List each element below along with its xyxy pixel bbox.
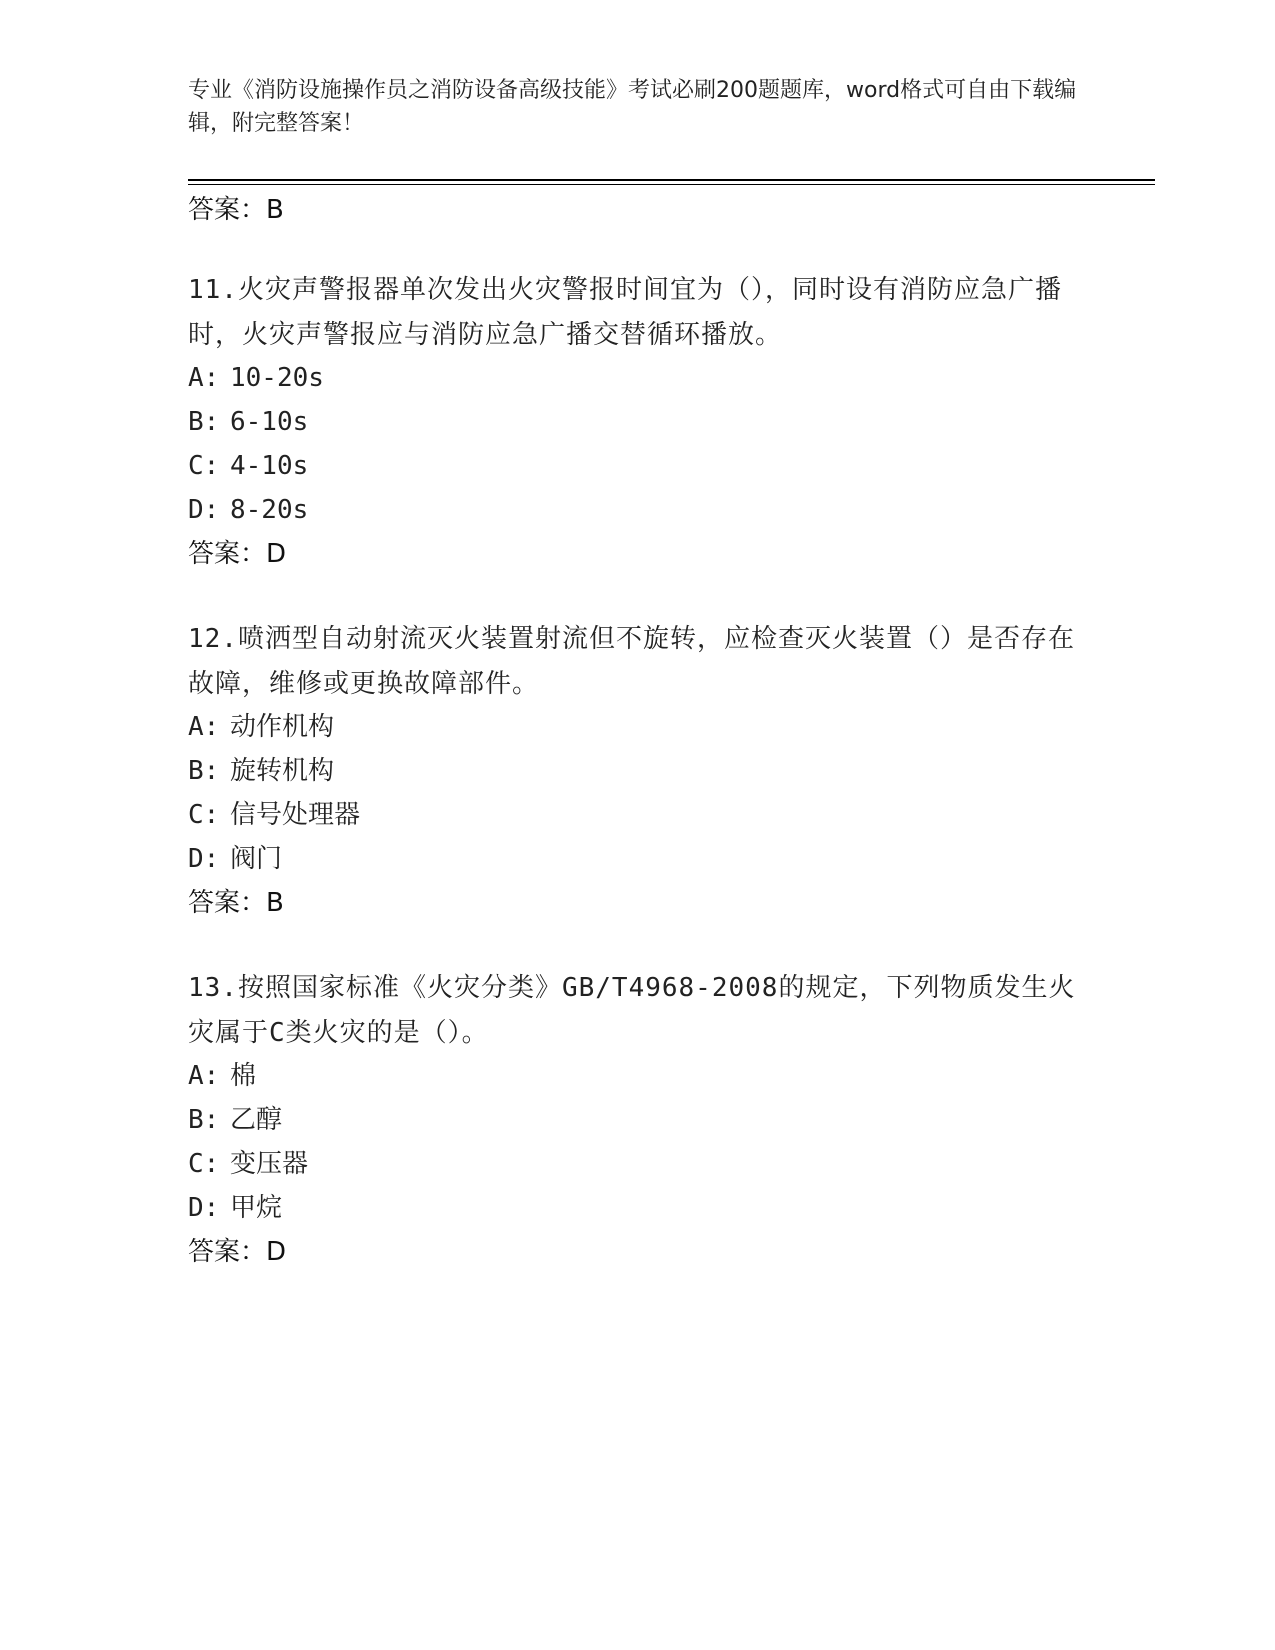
option-key: C: (188, 1149, 220, 1179)
question-13-stem: 13.按照国家标准《火灾分类》GB/T4968-2008的规定，下列物质发生火灾属于C类火灾的是（）。 (188, 973, 1076, 1048)
question-11-option-b (188, 406, 308, 438)
option-key: B: (188, 756, 220, 786)
option-text: 10-20s (230, 363, 324, 393)
question-12-option-d (188, 843, 282, 875)
question-12-stem: 12.喷洒型自动射流灭火装置射流但不旋转，应检查灭火装置（）是否存在故障，维修或更换故障部件。 (188, 624, 1075, 699)
header-divider-thick (188, 179, 1155, 181)
previous-answer: 答案：B (188, 195, 284, 225)
option-text: 甲烷 (230, 1193, 283, 1223)
option-text: 6-10s (230, 407, 309, 437)
option-text: 阀门 (230, 844, 283, 874)
option-text: 乙醇 (230, 1105, 283, 1135)
question-11-option-c (188, 450, 308, 482)
option-text: 变压器 (230, 1149, 309, 1179)
option-text: 动作机构 (230, 712, 335, 742)
question-12-option-c (188, 799, 360, 831)
question-11-option-d (188, 494, 308, 526)
option-key: C: (188, 451, 220, 481)
question-11-option-a (188, 362, 324, 394)
option-key: A: (188, 1061, 220, 1091)
option-text: 旋转机构 (230, 756, 335, 786)
question-11-answer: 答案：D (188, 539, 287, 569)
option-key: A: (188, 712, 220, 742)
question-13-option-b (188, 1104, 282, 1136)
option-text: 4-10s (230, 451, 309, 481)
question-12-answer: 答案：B (188, 888, 284, 918)
question-13-option-d (188, 1192, 282, 1224)
question-13-answer: 答案：D (188, 1237, 287, 1267)
option-key: D: (188, 1193, 220, 1223)
question-13-option-c (188, 1148, 308, 1180)
question-11-stem: 11.火灾声警报器单次发出火灾警报时间宜为（），同时设有消防应急广播时，火灾声警报应与消防应急广播交替循环播放。 (188, 275, 1062, 350)
option-text: 棉 (230, 1061, 257, 1091)
document-header: 专业《消防设施操作员之消防设备高级技能》考试必刷200题题库，word格式可自由下载编辑，附完整答案！ (188, 78, 1077, 136)
option-text: 信号处理器 (230, 800, 361, 830)
option-key: B: (188, 1105, 220, 1135)
option-key: D: (188, 495, 220, 525)
header-divider-thin (188, 184, 1155, 185)
question-13-option-a (188, 1060, 256, 1092)
option-key: D: (188, 844, 220, 874)
question-12-option-a (188, 711, 334, 743)
question-12-option-b (188, 755, 334, 787)
option-text: 8-20s (230, 495, 309, 525)
option-key: C: (188, 800, 220, 830)
option-key: B: (188, 407, 220, 437)
option-key: A: (188, 363, 220, 393)
